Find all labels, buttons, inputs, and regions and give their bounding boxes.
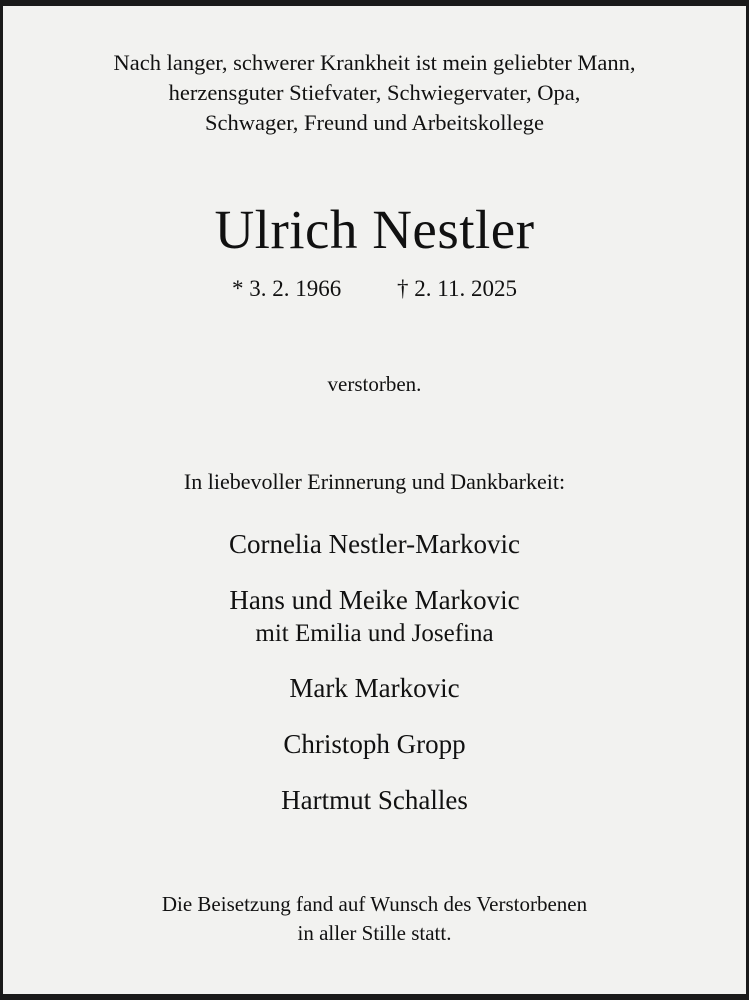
intro-text <box>3 48 746 138</box>
survivor-name: Christoph Gropp <box>283 729 466 759</box>
survivors-list <box>3 527 746 839</box>
intro-line-3: Schwager, Freund und Arbeitskollege <box>204 110 545 135</box>
memory-intro-text: In liebevoller Erinnerung und Dankbarkeit: <box>183 469 566 494</box>
list-item <box>3 727 746 762</box>
survivor-name: Mark Markovic <box>289 673 460 703</box>
survivor-name: Cornelia Nestler-Markovic <box>228 529 521 559</box>
closing-line-1: Die Beisetzung fand auf Wunsch des Verstorbenen <box>161 892 588 916</box>
intro-line-2: herzensguter Stiefvater, Schwiegervater, Opa, <box>168 80 581 105</box>
survivor-sub: mit Emilia und Josefina <box>255 620 494 647</box>
list-item <box>3 671 746 706</box>
closing-text <box>3 890 746 948</box>
list-item <box>3 783 746 818</box>
birth-date: * 3. 2. 1966 <box>232 276 342 301</box>
closing-line-2: in aller Stille statt. <box>297 921 452 945</box>
death-date: † 2. 11. 2025 <box>397 276 517 301</box>
deceased-name: Ulrich Nestler <box>214 199 535 260</box>
list-item <box>3 527 746 562</box>
list-item <box>3 583 746 650</box>
survivor-name: Hans und Meike Markovic <box>229 585 520 615</box>
status-text: verstorben. <box>327 372 422 396</box>
life-dates <box>3 276 746 302</box>
intro-line-1: Nach langer, schwerer Krankheit ist mein geliebter Mann, <box>113 50 636 75</box>
survivor-name: Hartmut Schalles <box>281 785 468 815</box>
